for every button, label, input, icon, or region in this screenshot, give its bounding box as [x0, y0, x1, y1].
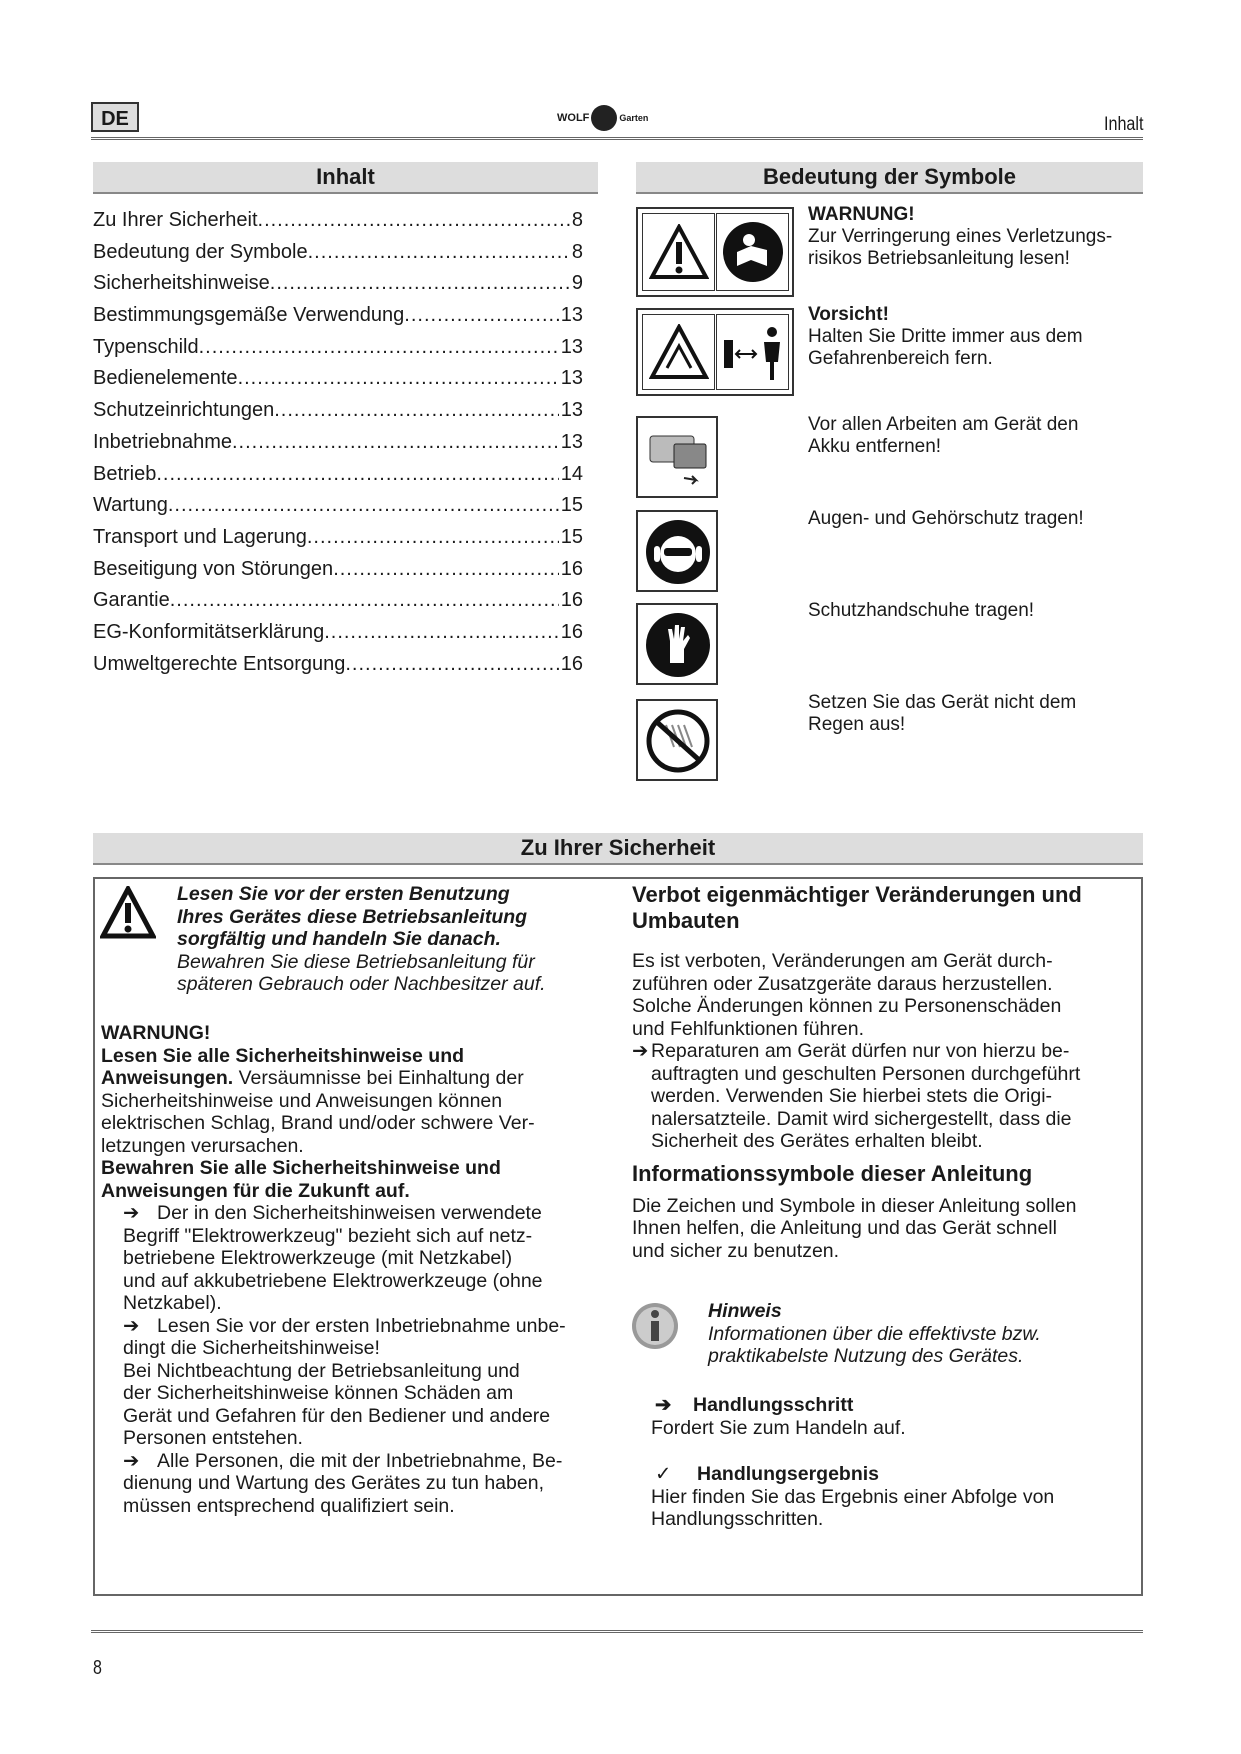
symbol-warning-text: [808, 204, 1112, 270]
toc-entry-page: 14: [560, 462, 583, 485]
safety-right-column: [632, 882, 1137, 1262]
toc-entry: [93, 395, 583, 427]
eye-ear-protection-symbol: [636, 510, 718, 592]
flying-debris-warning-icon: [649, 324, 709, 380]
gloves-symbol: [636, 603, 718, 685]
intro-line: späteren Gebrauch oder Nachbesitzer auf.: [177, 973, 546, 995]
para-line: müssen entsprechend qualifiziert sein.: [123, 1494, 455, 1517]
para-line: dienung und Wartung des Gerätes zu tun haben,: [123, 1472, 544, 1494]
arrow-icon: ➔: [632, 1040, 649, 1062]
remove-battery-symbol: [636, 416, 718, 498]
symbol-rain-text: [808, 692, 1076, 736]
remove-battery-icon: [644, 424, 712, 492]
eyes-line: Augen- und Gehörschutz tragen!: [808, 508, 1084, 529]
rain-line: Regen aus!: [808, 714, 906, 735]
para-line: Lesen Sie vor der ersten Inbetriebnahme unbe-: [157, 1314, 566, 1337]
para-line: Personen entstehen.: [123, 1427, 303, 1449]
toc-entry-label: Sicherheitshinweise: [93, 272, 270, 295]
logo-garten-text: Garten: [619, 113, 649, 123]
symbol-battery-text: [808, 414, 1078, 458]
hint-heading: Hinweis: [708, 1300, 782, 1322]
toc-entry-label: EG-Konformitätserklärung: [93, 620, 325, 643]
repair-line: werden. Verwenden Sie hierbei stets die Origi-: [651, 1085, 1053, 1107]
para-line: und auf akkubetriebene Elektrowerkzeuge (ohne: [123, 1269, 543, 1292]
toc-entry-label: Transport und Lagerung: [93, 525, 307, 548]
toc-entry-label: Zu Ihrer Sicherheit: [93, 209, 258, 231]
table-of-contents: [93, 205, 583, 680]
toc-entry-label: Bestimmungsgemäße Verwendung: [93, 304, 405, 327]
toc-entry-page: 9: [571, 272, 583, 295]
toc-entry: [93, 459, 583, 491]
no-rain-symbol: [636, 699, 718, 781]
para-line: betriebene Elektrowerkzeuge (mit Netzkabel): [123, 1247, 513, 1269]
toc-entry-page: 8: [571, 240, 583, 263]
para-line: Bei Nichtbeachtung der Betriebsanleitung und: [123, 1359, 520, 1382]
toc-entry: [93, 205, 583, 237]
toc-leader-dots: [404, 300, 558, 332]
para-line: Netzkabel).: [123, 1292, 222, 1314]
toc-leader-dots: [270, 268, 570, 300]
toc-entry: [93, 617, 583, 649]
read-bold: Anweisungen.: [101, 1067, 234, 1089]
para-line: Alle Personen, die mit der Inbetriebnahme, Be-: [157, 1449, 563, 1472]
step-heading: Handlungsschritt: [693, 1394, 854, 1416]
intro-line: Bewahren Sie diese Betriebsanleitung für: [177, 950, 535, 973]
symbol-eyes-text: [808, 508, 1084, 530]
para-line: dingt die Sicherheitshinweise!: [123, 1337, 380, 1359]
repair-line: Sicherheit des Gerätes erhalten bleibt.: [651, 1130, 983, 1152]
toc-entry-page: 13: [560, 304, 583, 327]
toc-entry: [93, 268, 583, 300]
toc-entry: [93, 522, 583, 554]
toc-entry-label: Garantie: [93, 589, 170, 612]
header-rule: [91, 137, 1143, 140]
read-line: Lesen Sie alle Sicherheitshinweise und: [101, 1044, 465, 1067]
language-badge: DE: [91, 102, 139, 132]
toc-entry-label: Bedeutung der Symbole: [93, 240, 308, 263]
toc-leader-dots: [258, 205, 570, 237]
toc-leader-dots: [274, 395, 559, 427]
toc-leader-dots: [333, 554, 559, 586]
info-line: Ihnen helfen, die Anleitung und das Gerät schnell: [632, 1217, 1057, 1239]
rain-line: Setzen Sie das Gerät nicht dem: [808, 692, 1077, 713]
check-icon: ✓: [655, 1463, 672, 1485]
toc-entry-page: 16: [560, 652, 583, 675]
warning-triangle-icon: [100, 886, 156, 940]
toc-entry: [93, 332, 583, 364]
toc-entry-label: Bedienelemente: [93, 367, 238, 390]
toc-entry-label: Typenschild: [93, 335, 199, 358]
hint-line: Informationen über die effektivste bzw.: [708, 1322, 1041, 1345]
header-section-label: Inhalt: [1103, 114, 1143, 135]
caution-line: Halten Sie Dritte immer aus dem: [808, 326, 1083, 347]
toc-leader-dots: [345, 649, 558, 681]
brand-logo: [557, 103, 677, 133]
repair-line: nalersatzteile. Damit wird sichergestellt, dass die: [651, 1107, 1072, 1130]
caution-heading: Vorsicht!: [808, 304, 889, 325]
info-symbols-heading: Informationssymbole dieser Anleitung: [632, 1160, 1033, 1186]
toc-leader-dots: [232, 427, 559, 459]
toc-entry: [93, 427, 583, 459]
read-line: elektrischen Schlag, Brand und/oder schwere Ver-: [101, 1112, 535, 1134]
toc-entry: [93, 300, 583, 332]
para-line: Gerät und Gefahren für den Bediener und andere: [123, 1404, 551, 1427]
gloves-icon: [644, 611, 712, 679]
toc-leader-dots: [324, 617, 559, 649]
safety-left-column: [101, 1022, 621, 1517]
toc-entry-label: Beseitigung von Störungen: [93, 557, 334, 580]
mod-line: Solche Änderungen können zu Personenschäden: [632, 995, 1062, 1017]
toc-entry: [93, 363, 583, 395]
toc-leader-dots: [307, 522, 559, 554]
arrow-icon: ➔: [123, 1314, 140, 1337]
repair-line: auftragten und geschulten Personen durchgeführt: [651, 1062, 1081, 1085]
page-number: 8: [93, 1657, 102, 1679]
footer-rule: [91, 1630, 1143, 1633]
toc-entry-label: Wartung: [93, 494, 168, 517]
arrow-icon: ➔: [123, 1449, 140, 1472]
toc-leader-dots: [308, 237, 570, 269]
info-line: Die Zeichen und Symbole in dieser Anleitung sollen: [632, 1194, 1077, 1217]
toc-entry-page: 13: [560, 430, 583, 453]
intro-line: Lesen Sie vor der ersten Benutzung: [177, 883, 510, 905]
read-manual-icon: [721, 220, 785, 284]
modification-heading: Verbot eigenmächtiger Veränderungen und: [632, 882, 1082, 907]
battery-line: Akku entfernen!: [808, 436, 942, 457]
keep-distance-symbol: [636, 308, 794, 396]
toc-leader-dots: [156, 459, 558, 491]
modification-heading: Umbauten: [632, 908, 740, 933]
intro-line: sorgfältig und handeln Sie danach.: [177, 928, 501, 950]
safety-intro: [177, 883, 617, 996]
toc-entry: [93, 490, 583, 522]
eye-ear-protection-icon: [644, 518, 712, 586]
symbol-caution-text: [808, 304, 1083, 370]
toc-leader-dots: [238, 363, 559, 395]
safety-section-title: Zu Ihrer Sicherheit: [93, 833, 1143, 865]
toc-entry-page: 16: [560, 620, 583, 643]
step-line: Fordert Sie zum Handeln auf.: [651, 1416, 906, 1439]
mod-line: Es ist verboten, Veränderungen am Gerät durch-: [632, 950, 1053, 972]
warning-heading: WARNUNG!: [101, 1022, 211, 1044]
no-rain-icon: [644, 707, 712, 775]
warning-heading: WARNUNG!: [808, 204, 915, 225]
logo-wolf-text: WOLF: [557, 112, 590, 124]
keep-line: Bewahren Sie alle Sicherheitshinweise und: [101, 1157, 501, 1179]
keep-line: Anweisungen für die Zukunft auf.: [101, 1179, 410, 1202]
toc-title: Inhalt: [93, 162, 598, 194]
toc-entry-page: 15: [560, 494, 583, 517]
toc-entry-label: Inbetriebnahme: [93, 430, 232, 453]
result-line: Handlungsschritten.: [651, 1508, 824, 1530]
info-icon: [630, 1300, 680, 1352]
toc-entry-page: 8: [571, 209, 583, 231]
toc-entry: [93, 585, 583, 617]
toc-entry-page: 13: [560, 335, 583, 358]
intro-line: Ihres Gerätes diese Betriebsanleitung: [177, 905, 528, 928]
read-line: Sicherheitshinweise und Anweisungen können: [101, 1089, 503, 1112]
gloves-line: Schutzhandschuhe tragen!: [808, 600, 1035, 621]
toc-entry-page: 13: [560, 367, 583, 390]
toc-entry-page: 15: [560, 525, 583, 548]
step-block: [651, 1394, 1121, 1439]
para-line: Begriff "Elektrowerkzeug" bezieht sich auf netz-: [123, 1224, 533, 1247]
para-line: Der in den Sicherheitshinweisen verwendete: [157, 1202, 542, 1224]
para-line: der Sicherheitshinweise können Schäden am: [123, 1382, 514, 1404]
mod-line: zuführen oder Zusatzgeräte daraus herzustellen.: [632, 972, 1053, 995]
result-block: [651, 1463, 1121, 1531]
warning-triangle-icon: [649, 224, 709, 280]
toc-entry: [93, 554, 583, 586]
toc-entry-label: Betrieb: [93, 462, 157, 485]
toc-leader-dots: [199, 332, 559, 364]
arrow-icon: ➔: [655, 1394, 672, 1416]
hint-line: praktikabelste Nutzung des Gerätes.: [708, 1345, 1024, 1367]
hint-block: [708, 1300, 1128, 1368]
symbol-gloves-text: [808, 600, 1034, 622]
toc-entry-page: 13: [560, 399, 583, 422]
warning-line: Zur Verringerung eines Verletzungs-: [808, 226, 1113, 247]
keep-bystanders-away-icon: [720, 322, 786, 382]
fox-logo-icon: [591, 105, 617, 131]
mod-line: und Fehlfunktionen führen.: [632, 1017, 865, 1040]
read-line: Versäumnisse bei Einhaltung der: [233, 1067, 524, 1089]
repair-line: Reparaturen am Gerät dürfen nur von hierzu be-: [651, 1040, 1070, 1062]
read-line: letzungen verursachen.: [101, 1134, 304, 1157]
toc-leader-dots: [170, 585, 559, 617]
toc-entry-page: 16: [560, 557, 583, 580]
warning-read-manual-symbol: [636, 207, 794, 297]
toc-entry: [93, 649, 583, 681]
result-heading: Handlungsergebnis: [697, 1463, 880, 1485]
toc-entry-page: 16: [560, 589, 583, 612]
info-line: und sicher zu benutzen.: [632, 1239, 840, 1262]
warning-line: risikos Betriebsanleitung lesen!: [808, 248, 1070, 269]
toc-leader-dots: [168, 490, 559, 522]
toc-entry: [93, 237, 583, 269]
caution-line: Gefahrenbereich fern.: [808, 348, 993, 369]
symbols-title: Bedeutung der Symbole: [636, 162, 1143, 194]
toc-entry-label: Schutzeinrichtungen: [93, 399, 275, 422]
arrow-icon: ➔: [123, 1202, 140, 1224]
result-line: Hier finden Sie das Ergebnis einer Abfolge von: [651, 1485, 1055, 1508]
toc-entry-label: Umweltgerechte Entsorgung: [93, 652, 346, 675]
battery-line: Vor allen Arbeiten am Gerät den: [808, 414, 1079, 435]
